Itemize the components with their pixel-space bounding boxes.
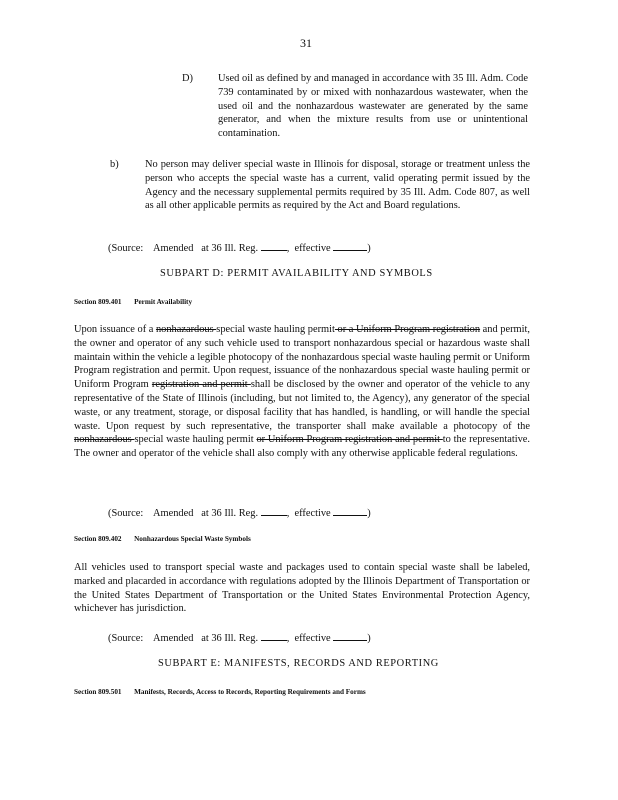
source-close: ) bbox=[367, 508, 371, 519]
section-401-title: Permit Availability bbox=[134, 298, 193, 306]
item-b-label: b) bbox=[110, 159, 119, 170]
section-401-text bbox=[74, 323, 530, 461]
source-effective: effective bbox=[294, 633, 331, 644]
deleted-text: registration and permit bbox=[151, 379, 251, 391]
text-run: special waste hauling permit bbox=[216, 324, 335, 335]
source-reg: at 36 Ill. Reg. bbox=[201, 508, 259, 519]
deleted-text: nonhazardous bbox=[155, 324, 217, 335]
date-blank bbox=[333, 630, 367, 641]
subpart-e-heading: SUBPART E: MANIFESTS, RECORDS AND REPORTING bbox=[158, 658, 439, 669]
section-402-title: Nonhazardous Special Waste Symbols bbox=[134, 535, 251, 543]
text-run: special waste hauling permit bbox=[134, 434, 257, 446]
text-run: Upon issuance of a bbox=[74, 324, 156, 335]
date-blank bbox=[333, 505, 367, 516]
section-501-heading bbox=[74, 688, 514, 696]
source-effective: effective bbox=[294, 508, 331, 519]
section-401-heading bbox=[74, 298, 192, 306]
deleted-text: or Uniform Program registration and permit bbox=[256, 434, 443, 446]
source-effective: effective bbox=[294, 243, 331, 254]
page-number: 31 bbox=[300, 36, 312, 50]
source-close: ) bbox=[367, 243, 371, 254]
text-run: shall be disclosed by the owner and operator of the vehicle to any representative of the State of Illinois (including, but not limited to, the Agency), any generator of the special waste, or any treatment, storage, or disposal facility that has handled, is handling, or will handle the special waste. Upon request by such representative, the transporter shall make available a photocopy of the bbox=[74, 379, 530, 432]
deleted-text: or a Uniform Program registration bbox=[334, 324, 481, 335]
source-amended: Amended bbox=[153, 508, 194, 519]
section-402-number: Section 809.402 bbox=[74, 535, 122, 543]
date-blank bbox=[333, 240, 367, 251]
source-amended: Amended bbox=[153, 633, 194, 644]
source-note-3: (Source: Amended at 36 Ill. Reg. , effective ) bbox=[108, 630, 371, 644]
source-amended: Amended bbox=[153, 243, 194, 254]
text-run: to the representative. The owner and operator of the vehicle shall also comply with any otherwise applicable federal regulations. bbox=[74, 434, 531, 460]
source-prefix: (Source: bbox=[108, 508, 144, 519]
section-402-heading bbox=[74, 535, 251, 543]
reg-blank bbox=[261, 240, 287, 251]
source-reg: at 36 Ill. Reg. bbox=[201, 243, 259, 254]
item-b-text: No person may deliver special waste in Illinois for disposal, storage or treatment unless the person who accepts the special waste has a current, valid operating permit issued by the Agency and the necessary supplemental permits required by 35 Ill. Adm. Code 807, as well as all other applicable permits as required by the Act and Board regulations. bbox=[145, 159, 530, 212]
source-prefix: (Source: bbox=[108, 243, 144, 254]
source-note-2: (Source: Amended at 36 Ill. Reg. , effective ) bbox=[108, 505, 371, 519]
source-reg: at 36 Ill. Reg. bbox=[201, 633, 259, 644]
source-prefix: (Source: bbox=[108, 633, 144, 644]
subpart-d-heading: SUBPART D: PERMIT AVAILABILITY AND SYMBOLS bbox=[160, 268, 433, 279]
text-run: and permit, the owner and operator of any such vehicle used to transport nonhazardous special or hazardous waste shall maintain within the vehicle a legible photocopy of the nonhazardous special waste hauling permit or Uniform Program registration and permit. Upon request, issuance of the nonhazardous special waste hauling permit or Uniform Program bbox=[74, 324, 530, 391]
section-501-number: Section 809.501 bbox=[74, 688, 122, 696]
deleted-text: nonhazardous bbox=[74, 434, 135, 446]
item-d-label: D) bbox=[182, 73, 193, 84]
reg-blank bbox=[261, 505, 287, 516]
section-402-text: All vehicles used to transport special waste and packages used to contain special waste shall be labeled, marked and placarded in accordance with regulations adopted by the Illinois Department of Transportation or the United States Department of Transportation or the United States Environmental Protection Agency, whichever has jurisdiction. bbox=[74, 562, 530, 615]
reg-blank bbox=[261, 630, 287, 641]
source-note-1: (Source: Amended at 36 Ill. Reg. , effective ) bbox=[108, 240, 371, 254]
item-d-text: Used oil as defined by and managed in accordance with 35 Ill. Adm. Code 739 contaminated by or mixed with nonhazardous wastewater, when the used oil and the nonhazardous wastewater are generated by the same generator, and when the mixture results from use or unintentional contamination. bbox=[218, 73, 528, 140]
source-close: ) bbox=[367, 633, 371, 644]
section-501-title: Manifests, Records, Access to Records, Reporting Requirements and Forms bbox=[134, 688, 366, 696]
section-401-number: Section 809.401 bbox=[74, 298, 122, 306]
